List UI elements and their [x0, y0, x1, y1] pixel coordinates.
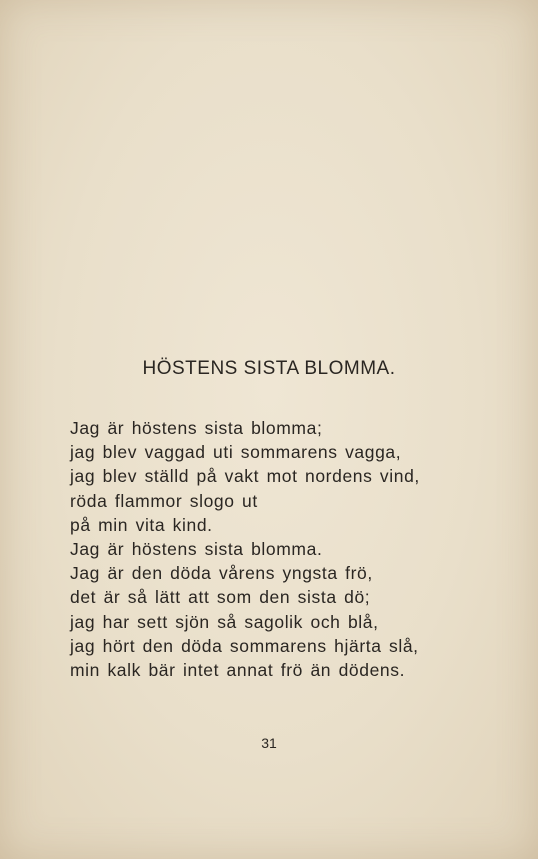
poem-line: jag har sett sjön så sagolik och blå,: [70, 611, 379, 632]
poem-line: på min vita kind.: [70, 514, 213, 535]
poem-line: det är så lätt att som den sista dö;: [70, 587, 371, 608]
poem-line: jag blev ställd på vakt mot nordens vind,: [70, 466, 420, 487]
poem-line: Jag är höstens sista blomma;: [70, 418, 323, 438]
poem-line: Jag är den döda vårens yngsta frö,: [70, 563, 373, 584]
poem-text: [70, 416, 470, 682]
poem-title: HÖSTENS SISTA BLOMMA.: [142, 358, 396, 379]
poem-line: röda flammor slogo ut: [70, 490, 258, 511]
poem-line: Jag är höstens sista blomma.: [70, 538, 323, 559]
page-number: 31: [261, 735, 277, 751]
poem-line: jag hört den döda sommarens hjärta slå,: [70, 635, 419, 656]
poem-line: min kalk bär intet annat frö än dödens.: [70, 659, 406, 680]
poem-line: jag blev vaggad uti sommarens vagga,: [70, 442, 402, 463]
